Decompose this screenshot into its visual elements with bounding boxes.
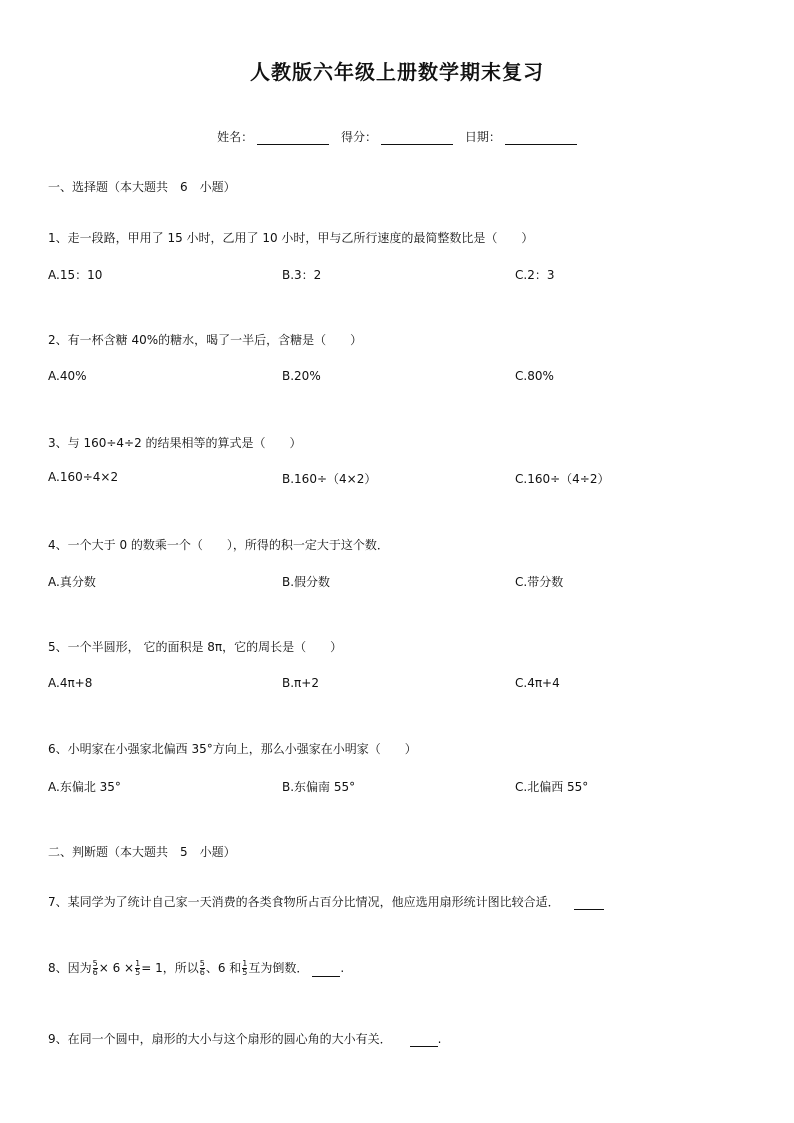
option-a[interactable]: A.160÷4×2 [48, 470, 119, 484]
question-9-text: 9、在同一个圆中，扇形的大小与这个扇形的圆心角的大小有关． [48, 1032, 392, 1046]
question-8-suffix: 互为倒数． [248, 961, 309, 975]
fraction-numerator: 1 [135, 959, 141, 968]
score-label: 得分： [340, 130, 377, 144]
option-b[interactable]: B.160÷（4×2） [282, 472, 377, 486]
question-8-end: . [340, 961, 345, 975]
fraction-denominator: 6 [92, 968, 98, 977]
name-blank[interactable] [257, 132, 329, 145]
question-8-expr: = 1，所以 [141, 961, 199, 975]
option-b[interactable]: B.20% [282, 369, 321, 383]
fraction-denominator: 5 [135, 968, 141, 977]
question-8-expr: 、6 和 [205, 961, 242, 975]
option-b[interactable]: B.假分数 [282, 575, 331, 589]
option-c[interactable]: C.80% [515, 369, 554, 383]
fraction [200, 960, 205, 977]
question-8 [48, 959, 344, 977]
name-field [217, 128, 329, 145]
option-c[interactable]: C.北偏西 55° [515, 780, 589, 794]
fraction-numerator: 1 [242, 959, 248, 968]
question-9 [48, 1030, 441, 1047]
question-2: 2、有一杯含糖 40%的糖水，喝了一半后，含糖是（ ） [48, 333, 363, 347]
fraction-numerator: 5 [92, 959, 98, 968]
answer-blank[interactable] [574, 897, 604, 910]
answer-blank[interactable] [410, 1034, 438, 1047]
option-c[interactable]: C.4π+4 [515, 676, 560, 690]
option-a[interactable]: A.东偏北 35° [48, 780, 121, 794]
question-6: 6、小明家在小强家北偏西 35°方向上，那么小强家在小明家（ ） [48, 742, 417, 756]
question-4: 4、一个大于 0 的数乘一个（ ），所得的积一定大于这个数． [48, 538, 389, 552]
question-7-text: 7、某同学为了统计自己家一天消费的各类食物所占百分比情况，他应选用扇形统计图比较合适． [48, 895, 560, 909]
date-blank[interactable] [505, 132, 577, 145]
fraction-numerator: 5 [199, 959, 205, 968]
question-7 [48, 893, 604, 910]
option-a[interactable]: A.4π+8 [48, 676, 93, 690]
option-c[interactable]: C.160÷（4÷2） [515, 472, 610, 486]
page-title: 人教版六年级上册数学期末复习 [250, 60, 544, 84]
fraction-denominator: 6 [199, 968, 205, 977]
question-5: 5、一个半圆形， 它的面积是 8π，它的周长是（ ） [48, 640, 343, 654]
answer-blank[interactable] [312, 964, 340, 977]
option-b[interactable]: B.3：2 [282, 268, 322, 282]
question-1: 1、走一段路，甲用了 15 小时，乙用了 10 小时，甲与乙所行速度的最简整数比是（ ） [48, 231, 534, 245]
question-8-expr: × 6 × [98, 961, 135, 975]
score-field [341, 128, 453, 145]
fraction-denominator: 5 [242, 968, 248, 977]
date-field [465, 128, 577, 145]
fraction [242, 960, 247, 977]
option-a[interactable]: A.15：10 [48, 268, 103, 282]
score-blank[interactable] [381, 132, 453, 145]
name-label: 姓名： [217, 130, 254, 144]
option-b[interactable]: B.π+2 [282, 676, 319, 690]
option-a[interactable]: A.40% [48, 369, 87, 383]
section-heading-judge: 二、判断题（本大题共 5 小题） [48, 845, 236, 859]
question-9-end: . [437, 1032, 442, 1046]
question-3: 3、与 160÷4÷2 的结果相等的算式是（ ） [48, 436, 302, 450]
option-a[interactable]: A.真分数 [48, 575, 96, 589]
section-heading-choice: 一、选择题（本大题共 6 小题） [48, 180, 236, 194]
question-8-prefix: 8、因为 [48, 961, 92, 975]
date-label: 日期： [464, 130, 501, 144]
option-c[interactable]: C.带分数 [515, 575, 564, 589]
fraction [93, 960, 98, 977]
option-b[interactable]: B.东偏南 55° [282, 780, 356, 794]
fraction [135, 960, 140, 977]
student-info-row [0, 128, 794, 145]
option-c[interactable]: C.2：3 [515, 268, 555, 282]
